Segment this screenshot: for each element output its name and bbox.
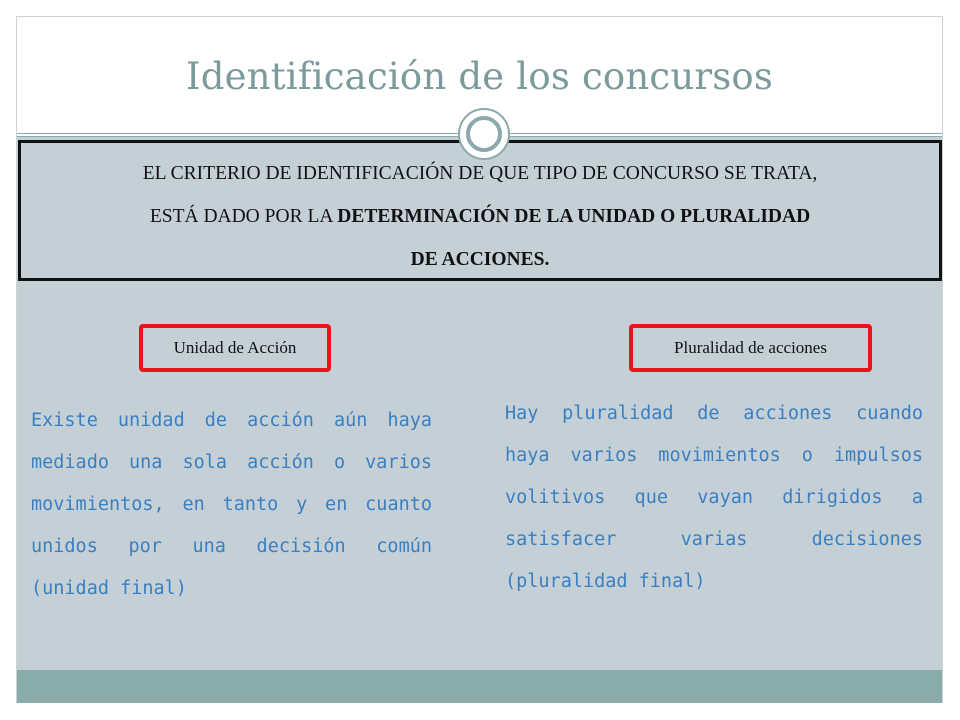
criterion-line-1-text: EL CRITERIO DE IDENTIFICACIÓN DE QUE TIPO DE CONCURSO SE TRATA, [142,163,818,184]
unidad-de-accion-text: Existe unidad de acción aún haya mediado una sola acción o varios movimientos, en tanto y en cuanto unidos por una decisión común (unidad final) [31,410,432,599]
slide-title: Identificación de los concursos [185,55,774,98]
pluralidad-de-acciones-text: Hay pluralidad de acciones cuando haya varios movimientos o impulsos volitivos que vayan dirigidos a satisfacer varias decisiones (pluralidad final) [505,403,923,592]
footer-bar [17,670,942,703]
circle-ornament-icon [458,108,510,160]
pluralidad-de-acciones-label: Pluralidad de acciones [629,324,872,372]
criterion-line-3-bold: DE ACCIONES [410,249,545,270]
criterion-line-2-prefix: ESTÁ DADO POR LA [149,206,338,227]
unidad-de-accion-label: Unidad de Acción [139,324,331,372]
criterion-line-2 [37,195,923,238]
criterion-line-3 [37,238,923,281]
circle-ornament-inner [466,116,502,152]
criterion-line-3-end: . [544,249,550,270]
criterion-box [18,140,942,281]
criterion-line-2-bold: DETERMINACIÓN DE LA UNIDAD O PLURALIDAD [337,206,811,227]
